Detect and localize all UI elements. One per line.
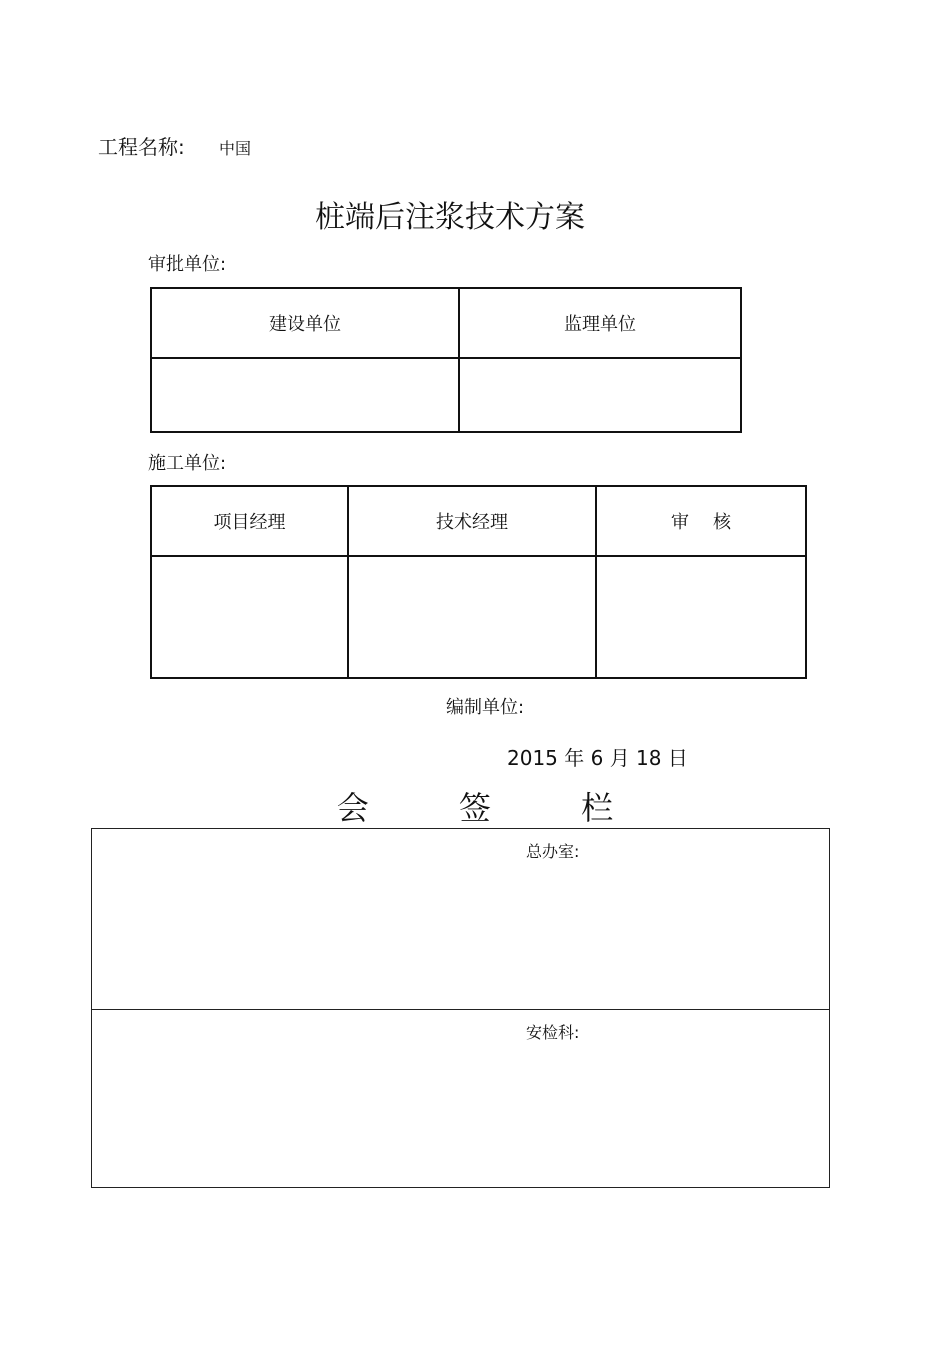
approval-client-signature-cell[interactable]	[151, 358, 459, 432]
safety-inspection-label: 安检科:	[526, 1023, 580, 1042]
project-manager-signature-cell[interactable]	[151, 556, 348, 678]
signoff-title	[0, 783, 950, 829]
signoff-title-char-3: 栏	[581, 789, 614, 827]
project-name-value: 中国	[219, 139, 252, 158]
approval-supervisor-signature-cell[interactable]	[459, 358, 741, 432]
signoff-row-general-office[interactable]	[92, 829, 829, 1009]
construction-table	[150, 485, 807, 679]
construction-col-project-manager: 项目经理	[151, 486, 348, 556]
document-title-text: 桩端后注浆技术方案	[315, 200, 585, 235]
approval-unit-label: 审批单位:	[148, 254, 227, 275]
compiling-unit-label: 编制单位:	[446, 697, 525, 718]
construction-unit-label: 施工单位:	[148, 453, 227, 474]
document-date: 2015 年 6 月 18 日	[507, 746, 688, 770]
document-title	[0, 192, 900, 236]
approval-col-supervisor: 监理单位	[459, 288, 741, 358]
approval-table	[150, 287, 742, 433]
review-signature-cell[interactable]	[596, 556, 806, 678]
construction-col-review: 审核	[596, 486, 806, 556]
approval-signature-row	[151, 358, 741, 432]
general-office-label: 总办室:	[526, 842, 580, 861]
signoff-box	[91, 828, 830, 1188]
construction-signature-row	[151, 556, 806, 678]
signoff-row-safety-inspection[interactable]	[92, 1009, 829, 1189]
approval-header-row	[151, 288, 741, 358]
technical-manager-signature-cell[interactable]	[348, 556, 596, 678]
construction-col-technical-manager: 技术经理	[348, 486, 596, 556]
signoff-title-char-1: 会	[336, 789, 369, 827]
project-name-label: 工程名称:	[98, 135, 185, 159]
signoff-title-char-2: 签	[458, 789, 491, 827]
approval-col-client: 建设单位	[151, 288, 459, 358]
construction-header-row	[151, 486, 806, 556]
